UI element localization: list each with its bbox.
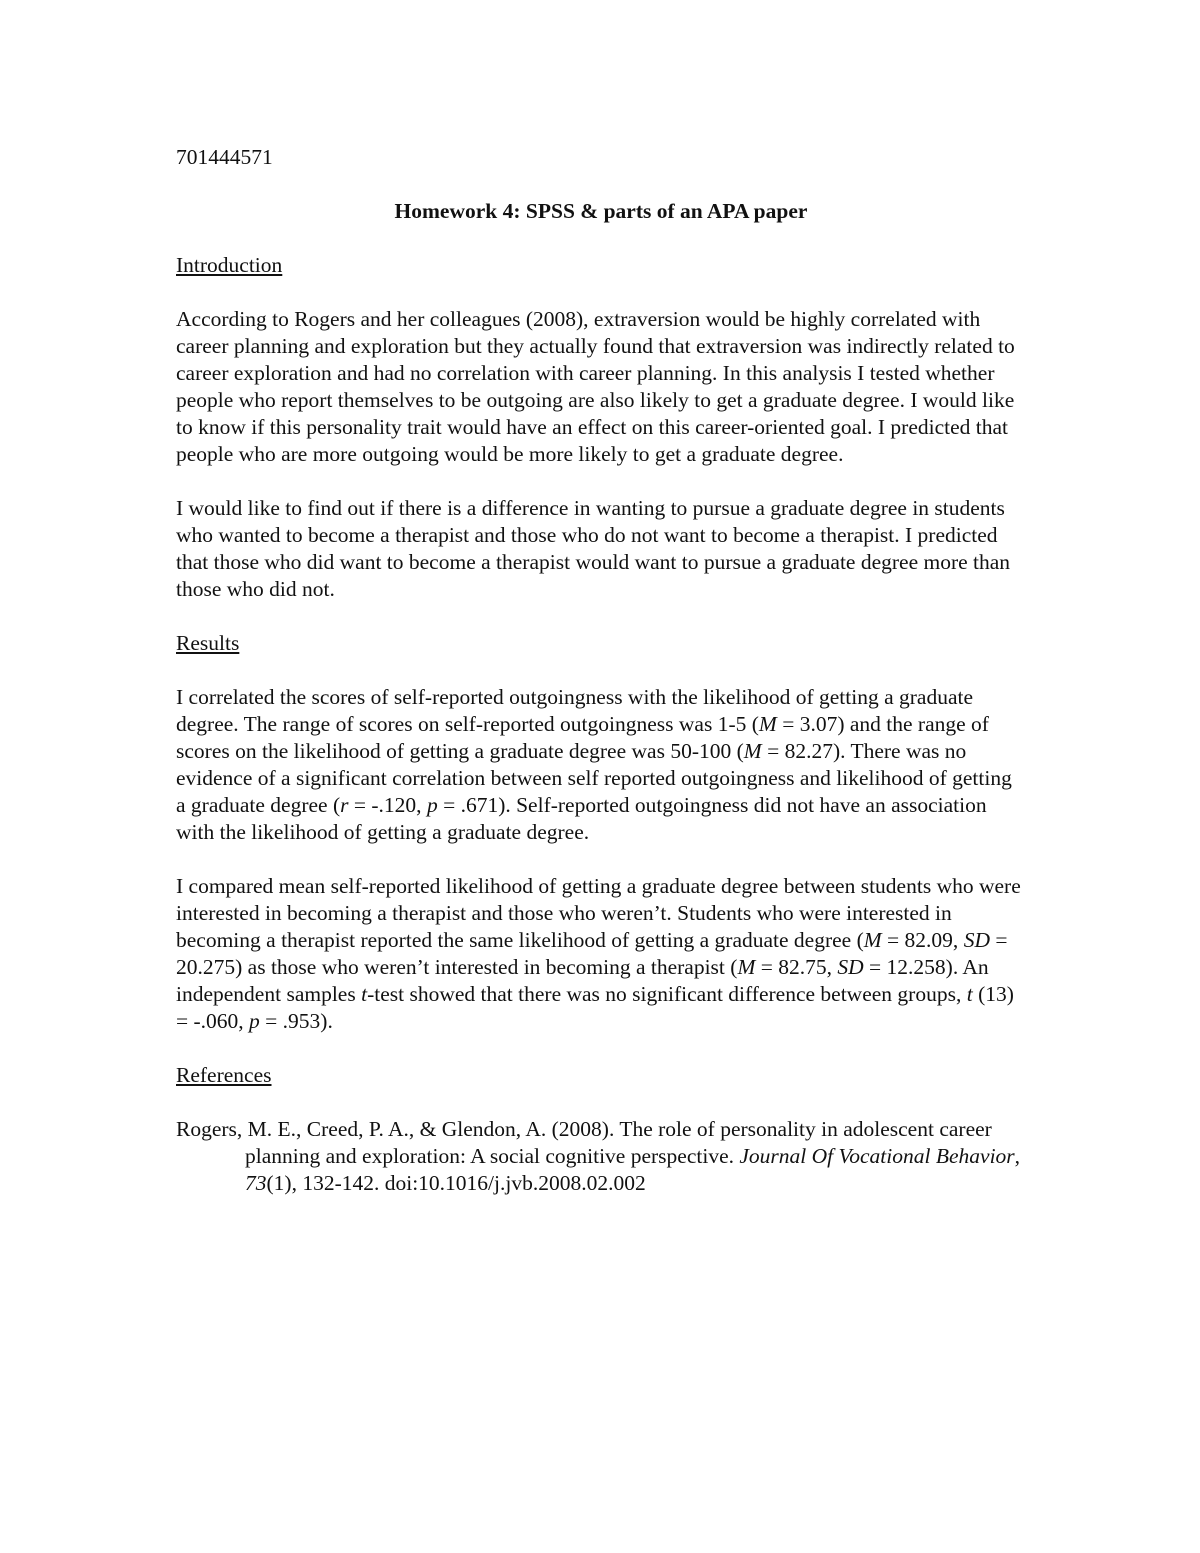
stat-symbol: M (737, 955, 756, 979)
stat-symbol: SD (963, 928, 990, 952)
results-paragraph-1 (176, 684, 1026, 846)
results-paragraph-2 (176, 873, 1026, 1035)
text-run: Rogers, M. E., Creed, P. A., & Glendon, A. (2008). The role of personality in adolescent career planning and exploration: A social cognitive perspective. (176, 1117, 992, 1168)
stat-symbol: SD (837, 955, 864, 979)
results-heading: Results (176, 631, 240, 655)
text-run: I correlated the scores of self-reported outgoingness with the likelihood of getting a graduate degree. The range of scores on self-reported outgoingness was 1-5 ( (176, 685, 974, 736)
text-run: = .953). (259, 1009, 333, 1033)
stat-symbol: M (743, 739, 762, 763)
text-run: = 20.275) as those who weren’t interested in becoming a therapist ( (176, 928, 1008, 979)
stat-symbol: t (361, 982, 368, 1006)
text-run: , (1014, 1144, 1021, 1168)
document-body (176, 144, 1026, 1197)
text-run: = 82.09, (881, 928, 964, 952)
student-id: 701444571 (176, 145, 273, 169)
text-run: I compared mean self-reported likelihood of getting a graduate degree between students who were interested in becoming a therapist and those who weren’t. Students who were interested in becoming a therapist reported the same likelihood of getting a graduate degree ( (176, 874, 1021, 952)
stat-symbol: p (249, 1009, 260, 1033)
document-title: Homework 4: SPSS & parts of an APA paper (394, 199, 808, 223)
stat-symbol: r (340, 793, 349, 817)
references-heading: References (176, 1063, 272, 1087)
journal-volume: 73 (245, 1171, 267, 1195)
introduction-heading: Introduction (176, 253, 283, 277)
stat-symbol: p (426, 793, 438, 817)
introduction-paragraph-1: According to Rogers and her colleagues (2008), extraversion would be highly correlated with career planning and exploration but they actually found that extraversion was indirectly related to career exploration and had no correlation with career planning. In this analysis I tested whether people who report themselves to be outgoing are also likely to get a graduate degree. I would like to know if this personality trait would have an effect on this career-oriented goal. I predicted that people who are more outgoing would be more likely to get a graduate degree. (176, 307, 1015, 466)
stat-symbol: M (758, 712, 777, 736)
text-run: = 82.75, (755, 955, 838, 979)
introduction-paragraph-2: I would like to find out if there is a difference in wanting to pursue a graduate degree in students who wanted to become a therapist and those who do not want to become a therapist. I predicted that those who did want to become a therapist would want to pursue a graduate degree more than those who did not. (176, 496, 1011, 601)
text-run: = .671). Self-reported outgoingness did not have an association with the likelihood of getting a graduate degree. (176, 793, 987, 844)
text-run: = 12.258). An independent samples (176, 955, 989, 1006)
stat-symbol: t (966, 982, 973, 1006)
journal-title: Journal Of Vocational Behavior (739, 1144, 1015, 1168)
stat-symbol: M (863, 928, 882, 952)
text-run: -test showed that there was no significant difference between groups, (367, 982, 967, 1006)
reference-entry (176, 1116, 1026, 1197)
text-run: (1), 132-142. doi:10.1016/j.jvb.2008.02.002 (266, 1171, 646, 1195)
text-run: (13) = -.060, (176, 982, 1014, 1033)
text-run: = 3.07) and the range of scores on the likelihood of getting a graduate degree was 50-100 ( (176, 712, 989, 763)
text-run: = 82.27). There was no evidence of a significant correlation between self reported outgoingness and likelihood of getting a graduate degree ( (176, 739, 1012, 817)
text-run: = -.120, (348, 793, 427, 817)
